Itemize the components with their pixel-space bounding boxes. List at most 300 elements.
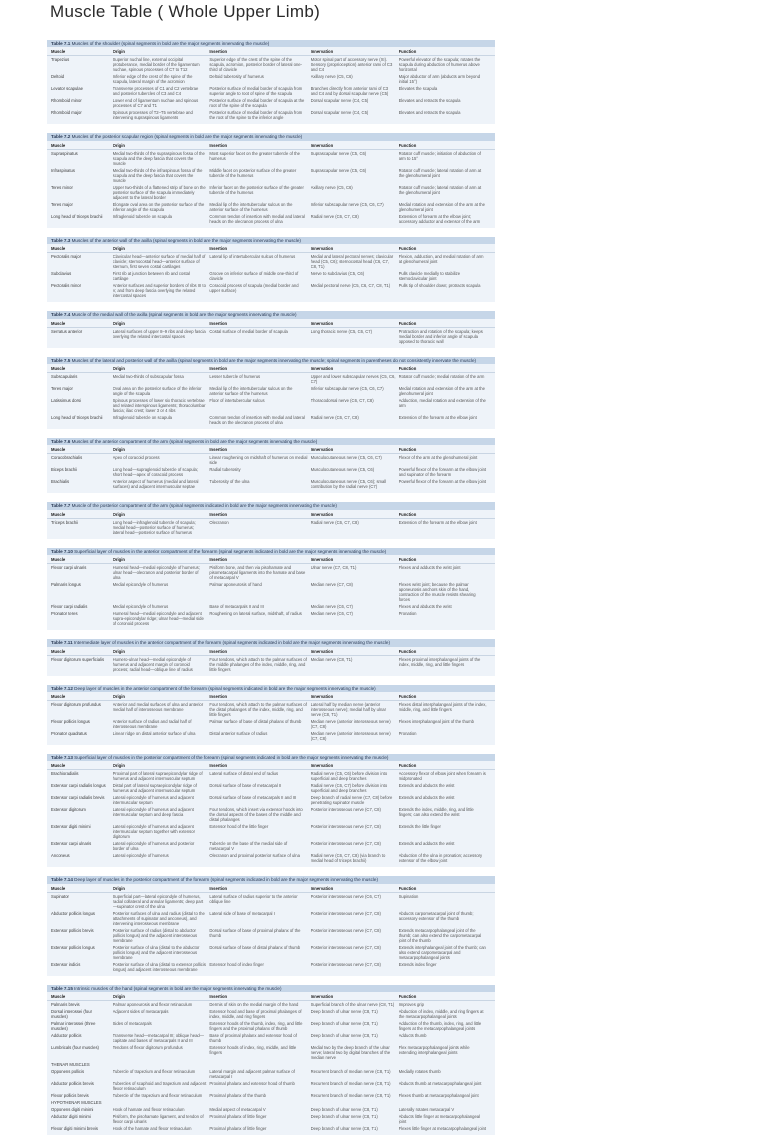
table-cell: Posterior interosseous nerve (C7, C8)	[310, 807, 381, 813]
table-caption-text: Muscle of the medial wall of the axilla (spinal segments in bold are the major segments innervating the muscle)	[71, 312, 297, 318]
column-header: Innervation	[310, 366, 334, 372]
table-caption	[47, 237, 495, 244]
table-number: Table 7.15	[51, 985, 73, 991]
table-header-row	[47, 319, 495, 328]
column-header: Innervation	[310, 648, 334, 654]
table-caption	[47, 685, 495, 692]
table-cell: Teres major	[51, 386, 73, 392]
table-row	[47, 253, 495, 270]
table-cell: Elevates and retracts the scapula	[398, 98, 461, 104]
table-cell: Coracobrachialis	[51, 455, 83, 461]
table-cell: Brachioradialis	[51, 771, 79, 777]
table-cell: Lesser tubercle of humerus	[209, 374, 261, 380]
table-cell: Transverse head—metacarpal III; oblique head—capitate and bases of metacarpals II and III	[112, 1033, 204, 1044]
column-header: Origin	[112, 511, 125, 517]
table-cell	[113, 1062, 210, 1067]
table-cell: Deep branch of ulnar nerve (C8, T1)	[310, 1033, 378, 1039]
table-cell: Dorsal scapular nerve (C4, C5)	[310, 98, 369, 104]
table-cell: Anconeus	[51, 853, 70, 859]
table-cell: Musculocutaneous nerve (C5, C6, C7)	[310, 455, 382, 461]
table-cell: Most superior facet on the greater tubercle of the humerus	[209, 150, 300, 161]
table-cell: Levator scapulae	[51, 86, 83, 92]
table-cell: Clavicular head—anterior surface of medial half of clavicle; sternocostal head—anterior surface of sternum, first seven costal cartilages	[112, 254, 206, 270]
table-cell: Extensor pollicis brevis	[51, 927, 94, 933]
table-cell: Palmar interossei (three muscles)	[51, 1021, 96, 1032]
table-cell: Posterior surface of medial border of scapula at the root of the spine of the scapula	[209, 98, 305, 109]
table-number: Table 7.12	[51, 685, 73, 691]
table-cell: Medial rotation and extension of the arm at the glenohumeral joint	[398, 386, 485, 397]
table-cell: Pulls tip of shoulder down; protracts scapula	[398, 283, 481, 289]
table-cell: Upper and lower subscapular nerves (C5, C6, C7)	[310, 374, 396, 385]
table-header-row	[47, 445, 495, 454]
column-header: Insertion	[209, 885, 228, 891]
table-cell: Distal anterior surface of radius	[209, 731, 268, 737]
table-cell: Subclavius	[51, 271, 72, 277]
table-cell: Spinous processes of lower six thoracic vertebrae and related interspinous ligaments; thoracolumbar fascia; iliac crest; lower 3 or 4 ribs	[112, 398, 206, 414]
table-cell: Extends and abducts the wrist	[398, 783, 455, 789]
table-caption-text: Intermediate layer of muscles in the anterior compartment of the forearm (spinal segments indicated in bold are the major segments innervating the muscle)	[73, 640, 391, 646]
table-row	[47, 56, 495, 73]
table-caption	[47, 985, 495, 992]
column-header: Insertion	[209, 763, 228, 769]
muscle-tables	[47, 40, 495, 1144]
table-cell: Radial nerve (C6, C7, C8)	[310, 415, 359, 421]
table-cell: Four tendons, which insert via extensor hoods into the dorsal aspects of the bases of the middle and distal phalanges	[209, 807, 303, 823]
table-cell: Thoracodorsal nerve (C6, C7, C8)	[310, 398, 374, 404]
column-header: Insertion	[209, 246, 228, 252]
column-header: Origin	[112, 142, 125, 148]
table-cell: Powerful flexor of the forearm at the elbow joint	[398, 479, 487, 485]
table-cell: Pronator teres	[51, 611, 78, 617]
table-cell: Supraspinatus	[51, 150, 78, 156]
column-header: Muscle	[51, 511, 66, 517]
column-header: Function	[398, 648, 417, 654]
table-cell: Long head—infraglenoid tubercle of scapula; medial head—posterior surface of humerus; lateral head—posterior surface of humerus	[112, 519, 196, 535]
muscle-table	[47, 40, 495, 124]
table-cell: Suprascapular nerve (C5, C6)	[310, 150, 367, 156]
table-cell: Laterally rotates metacarpal V	[398, 1107, 455, 1113]
table-row	[47, 270, 495, 282]
table-row	[47, 852, 495, 864]
table-row	[47, 73, 495, 85]
table-cell: HYPOTHENAR MUSCLES	[51, 1100, 102, 1106]
table-row	[47, 414, 495, 426]
table-cell: Adduction of the thumb, index, ring, and little fingers at the metacarpophalangeal joints	[398, 1021, 482, 1032]
table-cell: Axillary nerve (C5, C6)	[310, 74, 353, 80]
table-cell: Palmaris longus	[51, 582, 81, 588]
table-cell: Deltoid	[51, 74, 65, 80]
table-row	[47, 1044, 495, 1061]
table-cell: Long head of triceps brachii	[51, 213, 103, 219]
table-row	[47, 1008, 495, 1020]
table-cell: Coracoid process of scapula (medial border and upper surface)	[209, 283, 299, 294]
table-cell: Triceps brachii	[51, 519, 79, 525]
table-header-row	[47, 47, 495, 56]
table-row	[47, 397, 495, 414]
table-cell: Proximal phalanx of the thumb	[209, 1093, 266, 1099]
table-caption	[47, 357, 495, 364]
muscle-table	[47, 311, 495, 347]
table-cell: Rotator cuff muscle; lateral rotation of arm at the glenohumeral joint	[398, 167, 482, 178]
column-header: Origin	[112, 557, 125, 563]
table-cell: Supinator	[51, 893, 69, 899]
table-cell: Upper two-thirds of a flattened strip of bone on the posterior surface of the scapula immediately adjacent to the lateral border	[112, 184, 206, 200]
table-number: Table 7.2	[51, 134, 71, 140]
column-header: Origin	[112, 366, 125, 372]
table-cell: Palmar aponeurosis of hand	[209, 582, 262, 588]
table-cell: Common tendon of insertion with medial and lateral heads on the olecranon process of ulna	[209, 213, 305, 224]
table-cell: Hook of hamate and flexor retinaculum	[112, 1107, 185, 1113]
column-header: Function	[398, 320, 417, 326]
table-cell: THENAR MUSCLES	[51, 1062, 90, 1068]
table-cell: Pronation	[398, 611, 417, 617]
table-number: Table 7.7	[51, 503, 71, 509]
table-row	[47, 961, 495, 973]
table-cell: Median nerve (anterior interosseous nerve) (C7, C8)	[310, 731, 391, 742]
page-title: Muscle Table ( Whole Upper Limb)	[50, 2, 321, 21]
column-header: Innervation	[310, 885, 334, 891]
table-cell: Tubercle of the trapezium and flexor retinaculum	[112, 1093, 203, 1099]
table-cell: Lateral half by median nerve (anterior interosseous nerve); medial half by ulnar nerve (C8, T1)	[310, 702, 386, 718]
table-cell: Infraspinatus	[51, 167, 75, 173]
column-header: Insertion	[209, 142, 228, 148]
table-cell: Extensor digitorum	[51, 807, 86, 813]
table-cell	[399, 1062, 491, 1067]
table-cell: Rotator cuff muscle; initiation of abduction of arm to 15°	[398, 150, 481, 161]
table-cell: Flexor carpi ulnaris	[51, 565, 87, 571]
table-cell: Rhomboid minor	[51, 98, 82, 104]
table-cell: Rotator cuff muscle; medial rotation of the arm	[398, 374, 485, 380]
table-number: Table 7.10	[51, 548, 73, 554]
table-cell: Inferior subscapular nerve (C5, C6, C7)	[310, 386, 384, 392]
table-cell: Flexor carpi radialis	[51, 604, 88, 610]
table-cell: Abductor pollicis brevis	[51, 1081, 94, 1087]
table-header-row	[47, 884, 495, 893]
table-row	[47, 1092, 495, 1099]
table-cell: Olecranon	[209, 519, 229, 525]
table-cell: Base of metacarpals II and III	[209, 604, 264, 610]
table-cell: Lateral epicondyle of humerus and adjacent intermuscular septum	[112, 795, 194, 806]
table-cell: Extends and abducts the wrist	[398, 795, 455, 801]
table-caption-text: Superficial layer of muscles in the anterior compartment of the forearm (spinal segments indicated in bold are the major segments innervating the muscle)	[74, 548, 387, 554]
column-header: Origin	[112, 49, 125, 55]
muscle-table	[47, 985, 495, 1135]
table-row	[47, 478, 495, 490]
table-cell: Linear ridge on distal anterior surface of ulna	[112, 731, 196, 737]
table-cell: Deep branch of radial nerve (C7, C8) before penetrating supinator muscle	[310, 795, 393, 806]
column-header: Muscle	[51, 763, 66, 769]
table-row	[47, 1099, 495, 1106]
column-header: Muscle	[51, 885, 66, 891]
table-cell: Deltoid tuberosity of humerus	[209, 74, 264, 80]
muscle-table	[47, 754, 495, 867]
table-cell: Flexes interphalangeal joint of the thumb	[398, 719, 475, 725]
table-row	[47, 1061, 495, 1068]
table-caption-text: Muscles of the anterior wall of the axilla (spinal segments in bold are the major segments innervating the muscle)	[71, 237, 301, 243]
column-header: Innervation	[310, 142, 334, 148]
column-header: Muscle	[51, 648, 66, 654]
table-header-row	[47, 647, 495, 656]
table-cell: Elongate oval area on the posterior surface of the inferior angle of the scapula	[112, 201, 205, 212]
table-cell: Lateral surfaces of upper 8–9 ribs and deep fascia overlying the related intercostal spaces	[112, 328, 206, 339]
table-cell: Powerful elevator of the scapula; rotates the scapula during abduction of humerus above horizontal	[398, 57, 481, 73]
table-caption	[47, 754, 495, 761]
table-cell: Trapezius	[51, 57, 70, 63]
table-cell: Posterior surface of ulna (distal to the abductor pollicis longus) and the adjacent interosseous membrane	[112, 944, 200, 960]
table-caption-text: Deep layer of muscles in the anterior compartment of the forearm (spinal segments indicated in bold are the major segments innervating the muscle)	[74, 685, 376, 691]
table-cell: Extensor hoods of the thumb, index, ring, and little fingers and the proximal phalanx of thumb	[209, 1021, 303, 1032]
column-header: Function	[398, 246, 417, 252]
table-cell: Infraglenoid tubercle on scapula	[112, 415, 172, 421]
table-row	[47, 794, 495, 806]
table-cell: Tendons of flexor digitorum profundus	[112, 1045, 183, 1051]
column-header: Function	[398, 366, 417, 372]
table-cell: Long head—supraglenoid tubercle of scapula; short head—apex of coracoid process	[112, 467, 199, 478]
table-cell: Extensor digiti minimi	[51, 824, 91, 830]
table-cell: Median nerve (C8, T1)	[310, 656, 353, 662]
table-number: Table 7.1	[51, 41, 71, 46]
table-cell	[311, 1100, 399, 1105]
table-cell: Posterior interosseous nerve (C7, C8)	[310, 824, 381, 830]
table-cell: Groove on inferior surface of middle one-third of clavicle	[209, 271, 299, 282]
table-cell: Anterior aspect of humerus (medial and lateral surfaces) and adjacent intermuscular septae	[112, 479, 199, 490]
table-cell: Extensor indicis	[51, 961, 81, 967]
table-row	[47, 213, 495, 225]
table-cell: Pectoralis minor	[51, 283, 82, 289]
table-row	[47, 730, 495, 742]
table-cell: Oval area on the posterior surface of the inferior angle of the scapula	[112, 386, 202, 397]
table-row	[47, 603, 495, 610]
column-header: Muscle	[51, 447, 66, 453]
table-cell: Flexes little finger at metacarpophalangeal joint	[398, 1126, 487, 1132]
table-cell: Posterior surfaces of ulna and radius (distal to the attachments of supinator and anconeus), and intervening interosseous membrane	[112, 910, 205, 926]
column-header: Muscle	[51, 49, 66, 55]
table-cell: Flexor of the arm at the glenohumeral joint	[398, 455, 478, 461]
column-header: Innervation	[310, 447, 334, 453]
column-header: Muscle	[51, 694, 66, 700]
table-cell: Suprascapular nerve (C5, C6)	[310, 167, 367, 173]
table-cell: Dorsal surface of base of metacarpals II and III	[209, 795, 297, 801]
table-cell: Posterior surface of medial border of scapula from the root of the spine to the inferior angle	[209, 110, 303, 121]
table-cell: Latissimus dorsi	[51, 398, 82, 404]
column-header: Muscle	[51, 142, 66, 148]
table-row	[47, 806, 495, 823]
table-cell: Adductor pollicis	[51, 1033, 82, 1039]
table-row	[47, 97, 495, 109]
table-cell: Medial aspect of metacarpal V	[209, 1107, 266, 1113]
table-cell: Lower end of ligamentum nuchae and spinous processes of C7 and T1	[112, 98, 199, 109]
table-row	[47, 840, 495, 852]
muscle-table	[47, 237, 495, 302]
column-header: Function	[398, 994, 417, 1000]
table-header-row	[47, 364, 495, 373]
table-cell: Extends index finger	[398, 961, 437, 967]
table-header-row	[47, 761, 495, 770]
table-cell: Pronator quadratus	[51, 731, 87, 737]
table-cell: Superior nuchal line, external occipital protuberance, medial border of the ligamentum nuchae, spinous processes of C7 to T12	[112, 57, 200, 73]
table-cell: Flexor digitorum superficialis	[51, 656, 105, 662]
table-cell: Long thoracic nerve (C5, C6, C7)	[310, 328, 373, 334]
table-cell: Proximal phalanx of little finger	[209, 1114, 267, 1120]
table-row	[47, 282, 495, 299]
column-header: Insertion	[209, 49, 228, 55]
table-cell: Middle facet on posterior surface of the greater tubercle of the humerus	[209, 167, 297, 178]
table-cell: Palmar surface of base of distal phalanx of thumb	[209, 719, 302, 725]
table-row	[47, 564, 495, 581]
column-header: Function	[398, 142, 417, 148]
table-cell: Posterior interosseous nerve (C7, C8)	[310, 961, 381, 967]
table-cell: Flexor pollicis longus	[51, 719, 90, 725]
table-cell: Posterior surface of radius (distal to abductor pollicis longus) and the adjacent interosseous membrane	[112, 927, 198, 943]
table-row	[47, 1001, 495, 1008]
column-header: Origin	[112, 246, 125, 252]
table-cell: Extensor carpi radialis longus	[51, 783, 106, 789]
table-caption	[47, 876, 495, 883]
column-header: Function	[398, 447, 417, 453]
column-header: Function	[398, 49, 417, 55]
column-header: Origin	[112, 447, 125, 453]
table-cell: Flexor pollicis brevis	[51, 1093, 89, 1099]
column-header: Function	[398, 763, 417, 769]
table-row	[47, 927, 495, 944]
table-cell: Extensor carpi radialis brevis	[51, 795, 105, 801]
table-cell: Lateral surface of distal end of radius	[209, 771, 279, 777]
table-row	[47, 944, 495, 961]
table-cell: Anterior surfaces and superior borders of ribs III to V, and from deep fascia overlying the related intercostal spaces	[112, 283, 206, 299]
column-header: Function	[398, 511, 417, 517]
column-header: Origin	[112, 694, 125, 700]
table-cell: Medial two-thirds of the supraspinous fossa of the scapula and the deep fascia that covers the muscle	[112, 150, 205, 166]
table-cell: Pronation	[398, 731, 417, 737]
table-cell: Extension of the forearm at the elbow joint	[398, 415, 477, 421]
table-cell: Pisiform, the pisohamate ligament, and tendon of flexor carpi ulnaris	[112, 1114, 204, 1125]
table-cell: Dorsal surface of base of metacarpal II	[209, 783, 282, 789]
table-row	[47, 1068, 495, 1080]
table-cell: Humeral head—medial epicondyle and adjacent supra-epicondylar ridge; ulnar head—medial side of coronoid process	[112, 611, 204, 627]
table-cell: Elevates and retracts the scapula	[398, 110, 461, 116]
column-header: Innervation	[310, 246, 334, 252]
table-cell: Humero-ulnar head—medial epicondyle of humerus and adjacent margin of coronoid process; radial head—oblique line of radius	[112, 656, 193, 672]
table-cell: Powerful flexor of the forearm at the elbow joint and supinator of the forearm	[398, 467, 487, 478]
table-cell: Median nerve (C6, C7)	[310, 611, 353, 617]
table-cell: Olecranon and proximal posterior surface of ulna	[209, 853, 300, 859]
table-cell: Tubercles of scaphoid and trapezium and adjacent flexor retinaculum	[112, 1081, 207, 1092]
table-row	[47, 782, 495, 794]
table-cell: Flexor digiti minimi brevis	[51, 1126, 99, 1132]
table-caption-text: Intrinsic muscles of the hand (spinal segments in bold are the major segments innervating the muscle)	[74, 985, 282, 991]
table-cell: Superficial part—lateral epicondyle of humerus, radial collateral and annular ligaments; deep part—supinator crest of the ulna	[112, 893, 204, 909]
column-header: Origin	[112, 648, 125, 654]
table-cell: Medial pectoral nerve (C5, C6, C7, C8, T1)	[310, 283, 391, 289]
table-cell: Rhomboid major	[51, 110, 82, 116]
table-cell: Radial nerve (C6, C7, C8)	[310, 519, 359, 525]
table-caption-text: Muscle of the posterior compartment of the arm (spinal segments indicated in bold are the major segments innervating the muscle)	[71, 503, 337, 509]
table-cell: Protraction and rotation of the scapula; keeps medial border and inferior angle of scapula opposed to thoracic wall	[398, 328, 483, 344]
table-cell: Motor spinal part of accessory nerve (XI). Sensory (proprioception) anterior rami of C3 and C4	[310, 57, 393, 73]
table-cell: Axillary nerve (C5, C6)	[310, 184, 353, 190]
table-cell: Deep branch of ulnar nerve (C8, T1)	[310, 1114, 378, 1120]
table-row	[47, 701, 495, 718]
table-cell: Deep branch of ulnar nerve (C8, T1)	[310, 1021, 378, 1027]
table-cell: Abducts thumb at metacarpophalangeal joint	[398, 1081, 482, 1087]
table-header-row	[47, 510, 495, 519]
table-cell: Supination	[398, 893, 419, 899]
table-cell: Dorsal interossei (four muscles)	[51, 1009, 92, 1020]
table-cell: Floor of intertubercular sulcus	[209, 398, 265, 404]
table-cell: Posterior interosseous nerve (C6, C7)	[310, 893, 381, 899]
table-cell: Musculocutaneous nerve (C5, C6); small contribution by the radial nerve (C7)	[310, 479, 387, 490]
table-cell	[209, 1100, 310, 1105]
table-cell: Serratus anterior	[51, 328, 83, 334]
table-cell: Flexes wrist joint; because the palmar aponeurosis anchors skin of the hand, contraction of the muscle resists shearing forces	[398, 582, 476, 603]
table-cell: Medial lip of the intertubercular sulcus on the anterior surface of the humerus	[209, 201, 293, 212]
table-cell: Costal surface of medial border of scapula	[209, 328, 288, 334]
table-cell: Lateral epicondyle of humerus	[112, 853, 169, 859]
table-row	[47, 770, 495, 782]
table-cell: Flexes thumb at metacarpophalangeal joint	[398, 1093, 479, 1099]
table-caption-text: Superficial layer of muscles in the posterior compartment of the forearm (spinal segments indicated in bold are the major segments innervating the muscle)	[74, 755, 389, 761]
table-caption-text: Muscles of the shoulder (spinal segments in bold are the major segments innervating the muscle)	[71, 41, 270, 46]
table-cell: Radial nerve (C6, C7, C8) (via branch to medial head of triceps brachii)	[310, 853, 386, 864]
table-cell: Superficial branch of the ulnar nerve (C8, T1)	[310, 1002, 395, 1008]
table-cell: Palmaris brevis	[51, 1002, 80, 1008]
table-cell: Extends the little finger	[398, 824, 441, 830]
muscle-table	[47, 502, 495, 538]
table-number: Table 7.13	[51, 755, 73, 761]
table-cell: Lateral margin and adjacent palmar surface of metacarpal I	[209, 1069, 295, 1080]
table-cell: Radial nerve (C5, C6) before division into superficial and deep branches	[310, 771, 388, 782]
table-cell: Base of proximal phalanx and extensor hood of thumb	[209, 1033, 297, 1044]
table-number: Table 7.14	[51, 877, 73, 883]
table-row	[47, 328, 495, 345]
table-row	[47, 581, 495, 603]
muscle-table	[47, 438, 495, 493]
table-cell: Deep branch of ulnar nerve (C8, T1)	[310, 1107, 378, 1113]
table-cell: Posterior interosseous nerve (C7, C8)	[310, 927, 381, 933]
column-header: Insertion	[209, 648, 228, 654]
table-row	[47, 1032, 495, 1044]
table-cell: Deep branch of ulnar nerve (C8, T1)	[310, 1126, 378, 1132]
table-cell: Median nerve (C6, C7)	[310, 604, 353, 610]
column-header: Muscle	[51, 246, 66, 252]
table-cell: Flexes and adducts the wrist joint	[398, 565, 461, 571]
table-cell: Spinous processes of T2–T5 vertebrae and intervening supraspinous ligaments	[112, 110, 193, 121]
table-cell: Adjacent sides of metacarpals	[112, 1009, 169, 1015]
column-header: Origin	[112, 763, 125, 769]
column-header: Innervation	[310, 994, 334, 1000]
column-header: Muscle	[51, 994, 66, 1000]
table-cell: Extends metacarpophalangeal joint of the thumb; can also extend the carpometacarpal joint of the thumb	[398, 927, 482, 943]
table-cell: Brachialis	[51, 479, 70, 485]
table-cell: Posterior interosseous nerve (C7, C8)	[310, 910, 381, 916]
table-cell: Deep branch of ulnar nerve (C8, T1)	[310, 1009, 378, 1015]
table-cell: Transverse processes of C1 and C2 vertebrae and posterior tubercles of C3 and C4	[112, 86, 199, 97]
table-cell: Inferior facet on the posterior surface of the greater tubercle of the humerus	[209, 184, 304, 195]
table-cell: Elevates the scapula	[398, 86, 438, 92]
table-cell: Extension of forearm at the elbow joint; accessory adductor and extensor of the arm	[398, 213, 481, 224]
table-cell: Rotator cuff muscle; lateral rotation of arm at the glenohumeral joint	[398, 184, 482, 195]
column-header: Muscle	[51, 320, 66, 326]
table-cell: Inferior edge of the crest of the spine of the scapula, lateral margin of the acromion	[112, 74, 193, 85]
table-caption	[47, 502, 495, 509]
table-caption	[47, 133, 495, 140]
table-cell: Adduction, medial rotation and extension of the arm	[398, 398, 486, 409]
table-cell: First rib at junction between rib and costal cartilage	[112, 271, 190, 282]
column-header: Insertion	[209, 320, 228, 326]
table-cell: Branches directly from anterior rami of C3 and C4 and by dorsal scapular nerve (C5)	[310, 86, 389, 97]
table-cell: Recurrent branch of median nerve (C8, T1)	[310, 1093, 391, 1099]
muscle-table	[47, 876, 495, 975]
